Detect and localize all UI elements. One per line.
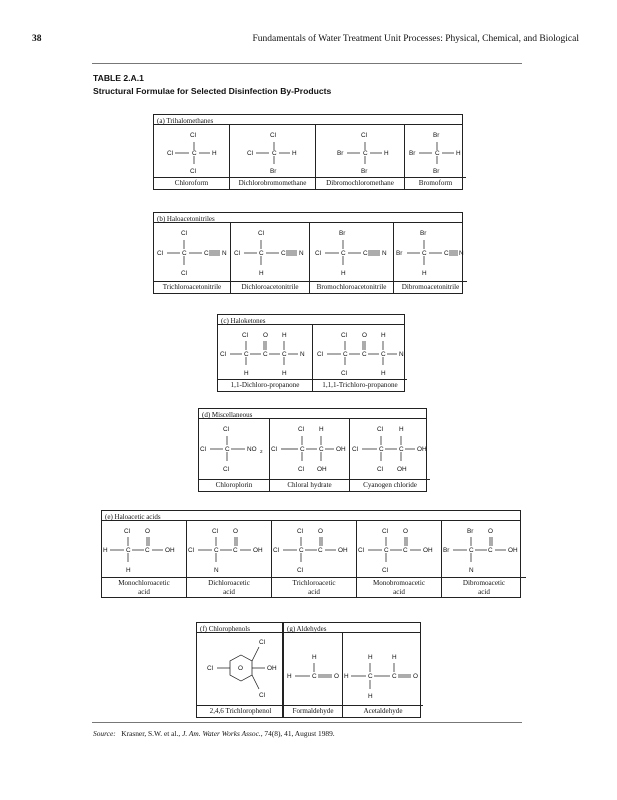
atom-label: H [287, 673, 292, 680]
monobromoacetic-acid-structure [357, 521, 441, 577]
structure-cell [197, 633, 284, 717]
atom-label: Br [361, 168, 368, 175]
atom-label: H [381, 370, 386, 377]
atom-label: C [488, 547, 493, 554]
atom-label: C [399, 446, 404, 453]
bottom-rule [92, 722, 522, 723]
compound-name: Chloral hydrate [270, 479, 349, 491]
section-body [153, 124, 463, 190]
atom-label: Cl [270, 132, 277, 139]
atom-label: C [384, 547, 389, 554]
atom-label: OH [336, 446, 346, 453]
atom-label: C [362, 351, 367, 358]
section-body [196, 632, 283, 718]
compound-name: Chloroform [154, 177, 229, 189]
atom-label: C [272, 150, 277, 157]
atom-label: N [469, 567, 474, 574]
atom-label: C [379, 446, 384, 453]
chloroform-structure [154, 125, 229, 177]
section-heading: (e) Haloacetic acids [101, 510, 521, 520]
structure-cell [284, 633, 343, 717]
atom-label: Cl [259, 639, 266, 646]
atom-label: Br [433, 132, 440, 139]
atom-label: Cl [297, 528, 304, 535]
compound-name: Monobromoacetic acid [357, 577, 441, 597]
atom-label: H [312, 654, 317, 661]
atom-label: Cl [190, 132, 197, 139]
compound-name: Chloroplorin [199, 479, 269, 491]
atom-label: O [145, 528, 150, 535]
atom-label: C [392, 673, 397, 680]
compound-name: Dichlorobromomethane [230, 177, 315, 189]
compound-name: Dibromoacetic acid [442, 577, 526, 597]
atom-label: C [341, 250, 346, 257]
atom-label: Cl [190, 168, 197, 175]
atom-label: 2 [260, 449, 263, 454]
compound-name: Trichloroacetic acid [272, 577, 356, 597]
atom-label: O [238, 665, 243, 672]
atom-label: C [435, 150, 440, 157]
atom-label: NO [247, 446, 257, 453]
section-aldehydes [283, 622, 421, 718]
section-haloacetonitriles [153, 212, 463, 294]
atom-label: C [299, 547, 304, 554]
atom-label: O [413, 673, 418, 680]
atom-label: Cl [181, 270, 188, 277]
atom-label: Br [396, 250, 403, 257]
structure-cell [187, 521, 272, 597]
atom-label: H [103, 547, 108, 554]
page-number: 38 [32, 34, 42, 44]
atom-label: OH [253, 547, 263, 554]
atom-label: C [343, 351, 348, 358]
atom-label: C [225, 446, 230, 453]
atom-label: C [259, 250, 264, 257]
atom-label: Br [443, 547, 450, 554]
section-haloacetic-acids [101, 510, 521, 598]
structure-cell [231, 223, 310, 293]
compound-name: Dibromochloromethane [316, 177, 404, 189]
atom-label: H [368, 693, 373, 700]
atom-label: OH [338, 547, 348, 554]
atom-label: Cl [259, 692, 266, 699]
compound-name: Cyanogen chloride [350, 479, 430, 491]
atom-label: H [344, 673, 349, 680]
atom-label: Br [270, 168, 277, 175]
bromochloroacetonitrile-structure [310, 223, 393, 281]
atom-label: Cl [341, 370, 348, 377]
atom-label: Br [339, 230, 346, 237]
atom-label: C [233, 547, 238, 554]
structure-cell [310, 223, 394, 293]
dibromoacetonitrile-structure [394, 223, 467, 281]
atom-label: H [381, 332, 386, 339]
atom-label: Cl [358, 547, 365, 554]
section-body [153, 222, 463, 294]
atom-label: H [126, 567, 131, 574]
atom-label: Cl [157, 250, 164, 257]
structure-cell [405, 125, 466, 189]
section-body [101, 520, 521, 598]
structure-cell [270, 419, 350, 491]
atom-label: C [318, 547, 323, 554]
dichloroacetonitrile-structure [231, 223, 309, 281]
atom-label: C [263, 351, 268, 358]
atom-label: OH [397, 466, 407, 473]
atom-label: O [403, 528, 408, 535]
atom-label: C [204, 250, 209, 257]
atom-label: C [244, 351, 249, 358]
source-text-after: , 74(8), 41, August 1989. [260, 729, 335, 738]
atom-label: C [444, 250, 449, 257]
atom-label: O [233, 528, 238, 535]
atom-label: Cl [273, 547, 280, 554]
atom-label: Cl [382, 567, 389, 574]
atom-label: C [300, 446, 305, 453]
atom-label: Br [420, 230, 427, 237]
atom-label: H [244, 370, 249, 377]
atom-label: Cl [223, 426, 230, 433]
structure-cell [357, 521, 442, 597]
atom-label: O [334, 673, 339, 680]
atom-label: H [282, 332, 287, 339]
atom-label: Cl [188, 547, 195, 554]
section-heading: (b) Haloacetonitriles [153, 212, 463, 222]
trichloroacetic-acid-structure [272, 521, 356, 577]
structure-cell [316, 125, 405, 189]
compound-name: 1,1,1-Trichloro-propanone [313, 379, 407, 391]
bromoform-structure [405, 125, 466, 177]
section-heading: (a) Trihalomethanes [153, 114, 463, 124]
atom-label: C [319, 446, 324, 453]
atom-label: H [422, 270, 427, 277]
atom-label: H [399, 426, 404, 433]
atom-label: Cl [223, 466, 230, 473]
atom-label: OH [165, 547, 175, 554]
compound-name: Dichloroacetic acid [187, 577, 271, 597]
structure-cell [154, 125, 230, 189]
atom-label: O [362, 332, 367, 339]
atom-label: H [384, 150, 389, 157]
atom-label: H [341, 270, 346, 277]
atom-label: C [403, 547, 408, 554]
atom-label: H [282, 370, 287, 377]
section-body [283, 632, 421, 718]
structure-cell [394, 223, 467, 293]
atom-label: Cl [298, 466, 305, 473]
compound-name: Formaldehyde [284, 705, 342, 717]
atom-label: N [459, 250, 464, 257]
atom-label: Cl [297, 567, 304, 574]
section-trihalomethanes [153, 114, 463, 190]
trichloroacetonitrile-structure [154, 223, 230, 281]
atom-label: C [182, 250, 187, 257]
atom-label: OH [317, 466, 327, 473]
compound-name: Dibromoacetonitrile [394, 281, 467, 293]
atom-label: Cl [181, 230, 188, 237]
table-title: Structural Formulae for Selected Disinfection By-Products [93, 86, 332, 96]
atom-label: H [456, 150, 461, 157]
dibromoacetic-acid-structure [442, 521, 526, 577]
compound-name: Dichloroacetonitrile [231, 281, 309, 293]
atom-label: N [300, 351, 305, 358]
atom-label: H [212, 150, 217, 157]
atom-label: N [222, 250, 227, 257]
atom-label: Cl [167, 150, 174, 157]
section-heading: (g) Aldehydes [283, 622, 421, 632]
atom-label: C [282, 351, 287, 358]
structure-cell [350, 419, 430, 491]
monochloroacetic-acid-structure [102, 521, 186, 577]
atom-label: O [263, 332, 268, 339]
trichloropropanone-structure [313, 325, 407, 379]
structure-cell [272, 521, 357, 597]
atom-label: C [126, 547, 131, 554]
atom-label: C [192, 150, 197, 157]
atom-label: Cl [212, 528, 219, 535]
compound-name: Acetaldehyde [343, 705, 423, 717]
atom-label: H [292, 150, 297, 157]
structure-cell [313, 325, 407, 391]
atom-label: Cl [352, 446, 359, 453]
atom-label: Cl [220, 351, 227, 358]
atom-label: H [319, 426, 324, 433]
atom-label: Br [467, 528, 474, 535]
atom-label: Cl [361, 132, 368, 139]
atom-label: Cl [207, 665, 214, 672]
atom-label: C [368, 673, 373, 680]
source-label: Source: [93, 729, 116, 738]
atom-label: N [399, 351, 404, 358]
section-body [217, 324, 405, 392]
trichlorophenol-structure [197, 633, 284, 705]
source-note [93, 729, 335, 738]
dichloropropanone-structure [218, 325, 312, 379]
structure-cell [218, 325, 313, 391]
running-title: Fundamentals of Water Treatment Unit Processes: Physical, Chemical, and Biological [252, 34, 579, 44]
atom-label: OH [417, 446, 427, 453]
atom-label: C [422, 250, 427, 257]
formaldehyde-structure [284, 633, 342, 705]
atom-label: Cl [382, 528, 389, 535]
atom-label: Cl [200, 446, 207, 453]
atom-label: Cl [247, 150, 254, 157]
atom-label: Br [337, 150, 344, 157]
atom-label: OH [267, 665, 277, 672]
atom-label: Cl [124, 528, 131, 535]
atom-label: Cl [298, 426, 305, 433]
atom-label: Cl [377, 466, 384, 473]
atom-label: Cl [377, 426, 384, 433]
compound-name: Bromochloroacetonitrile [310, 281, 393, 293]
structure-cell [102, 521, 187, 597]
atom-label: C [281, 250, 286, 257]
atom-label: Cl [258, 230, 265, 237]
top-rule [92, 63, 522, 64]
compound-name: Monochloroacetic acid [102, 577, 186, 597]
atom-label: Cl [234, 250, 241, 257]
compound-name: 1,1-Dichloro-propanone [218, 379, 312, 391]
atom-label: C [312, 673, 317, 680]
source-journal: J. Am. Water Works Assoc. [182, 729, 261, 738]
atom-label: C [363, 250, 368, 257]
section-body [198, 418, 427, 492]
atom-label: Cl [242, 332, 249, 339]
section-heading: (f) Chlorophenols [196, 622, 283, 632]
atom-label: N [299, 250, 304, 257]
atom-label: H [259, 270, 264, 277]
structure-cell [442, 521, 526, 597]
atom-label: C [381, 351, 386, 358]
acetaldehyde-structure [343, 633, 423, 705]
atom-label: Br [409, 150, 416, 157]
atom-label: C [214, 547, 219, 554]
section-heading: (d) Miscellaneous [198, 408, 427, 418]
atom-label: Cl [341, 332, 348, 339]
compound-name: Bromoform [405, 177, 466, 189]
atom-label: C [363, 150, 368, 157]
compound-name: 2,4,6 Trichlorophenol [197, 705, 284, 717]
cyanogen-chloride-structure [350, 419, 430, 479]
structure-cell [154, 223, 231, 293]
section-chlorophenols [196, 622, 283, 718]
atom-label: Cl [317, 351, 324, 358]
structure-cell [343, 633, 423, 717]
atom-label: OH [423, 547, 433, 554]
compound-name: Trichloroacetonitrile [154, 281, 230, 293]
atom-label: Br [433, 168, 440, 175]
atom-label: C [469, 547, 474, 554]
table-label: TABLE 2.A.1 [93, 73, 144, 83]
structure-cell [199, 419, 270, 491]
dichlorobromomethane-structure [230, 125, 315, 177]
atom-label: OH [508, 547, 518, 554]
atom-label: H [392, 654, 397, 661]
structure-cell [230, 125, 316, 189]
running-header [32, 34, 579, 48]
dibromochloromethane-structure [316, 125, 404, 177]
atom-label: O [488, 528, 493, 535]
atom-label: Cl [271, 446, 278, 453]
section-heading: (c) Haloketones [217, 314, 405, 324]
atom-label: N [214, 567, 219, 574]
section-haloketones [217, 314, 405, 392]
chloroplorin-structure [199, 419, 269, 479]
atom-label: H [368, 654, 373, 661]
atom-label: C [145, 547, 150, 554]
section-miscellaneous [198, 408, 427, 492]
source-text-before: Krasner, S.W. et al., [121, 729, 183, 738]
atom-label: O [318, 528, 323, 535]
dichloroacetic-acid-structure [187, 521, 271, 577]
atom-label: Cl [315, 250, 322, 257]
chloral-hydrate-structure [270, 419, 349, 479]
atom-label: N [382, 250, 387, 257]
